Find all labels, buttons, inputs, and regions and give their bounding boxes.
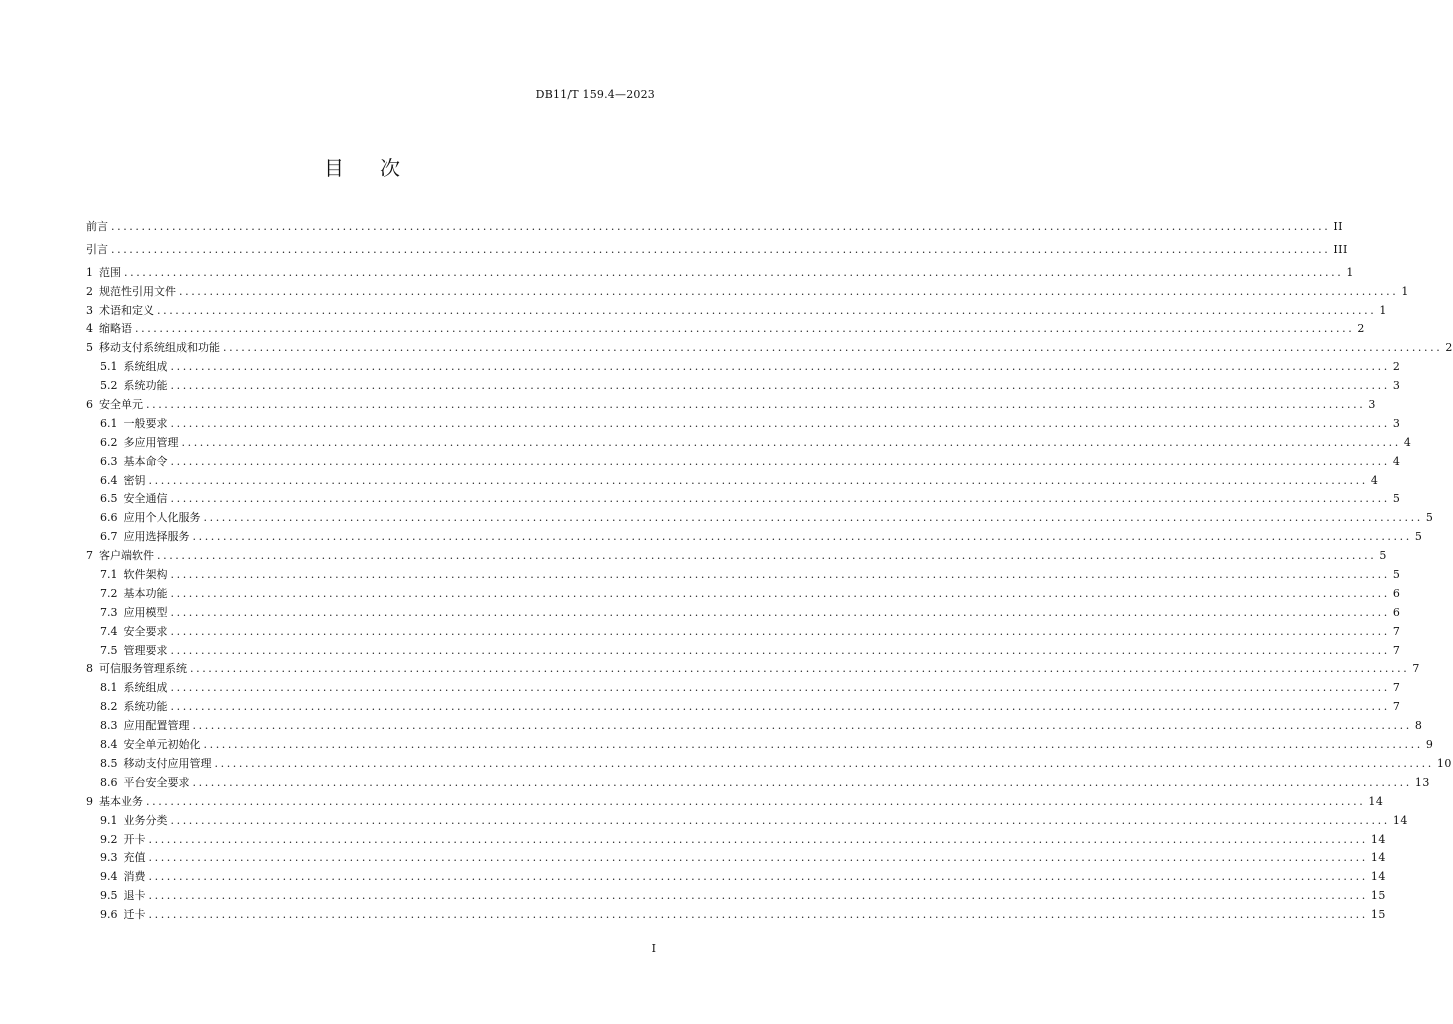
toc-entry-number: 7.3 bbox=[100, 605, 118, 619]
toc-entry[interactable] bbox=[86, 283, 1409, 302]
toc-entry-number: 8.1 bbox=[100, 681, 118, 695]
dot-leader: ........................................................................................................................................................................................................ bbox=[170, 586, 1390, 600]
toc-entry-page: 4 bbox=[1392, 454, 1401, 468]
toc-entry-label: 应用个人化服务 bbox=[123, 511, 201, 525]
toc-entry-number: 6.1 bbox=[100, 416, 118, 430]
toc-entry-label: 退卡 bbox=[123, 889, 146, 903]
toc-entry-page: 7 bbox=[1392, 624, 1401, 638]
toc-entry-label: 安全要求 bbox=[123, 624, 168, 638]
toc-entry-page: 5 bbox=[1392, 492, 1401, 506]
toc-subentry[interactable] bbox=[86, 755, 1452, 774]
toc-entry-label: 基本业务 bbox=[99, 794, 143, 808]
toc-entry-label: 软件架构 bbox=[123, 568, 168, 582]
toc-entry-page: 7 bbox=[1392, 681, 1401, 695]
table-of-contents bbox=[86, 218, 1453, 925]
toc-entry[interactable] bbox=[86, 339, 1453, 358]
toc-subentry[interactable] bbox=[86, 849, 1386, 868]
toc-entry-page: 14 bbox=[1370, 851, 1386, 865]
toc-entry-label: 消费 bbox=[123, 870, 146, 884]
toc-entry-number: 6.5 bbox=[100, 492, 118, 506]
dot-leader: ........................................................................................................................................................................................................ bbox=[190, 662, 1410, 676]
toc-entry-number: 4 bbox=[86, 322, 93, 336]
toc-entry[interactable] bbox=[86, 320, 1365, 339]
toc-entry-label: 系统组成 bbox=[123, 360, 168, 374]
toc-subentry[interactable] bbox=[86, 831, 1386, 850]
toc-entry-number: 7.4 bbox=[100, 624, 118, 638]
toc-entry-label: 开卡 bbox=[123, 832, 146, 846]
dot-leader: ........................................................................................................................................................................................................ bbox=[148, 908, 1368, 922]
dot-leader: ........................................................................................................................................................................................................ bbox=[170, 454, 1390, 468]
dot-leader: ........................................................................................................................................................................................................ bbox=[148, 870, 1368, 884]
toc-entry-label: 基本命令 bbox=[123, 454, 168, 468]
toc-entry-number: 6.6 bbox=[100, 511, 118, 525]
dot-leader: ........................................................................................................................................................................................................ bbox=[170, 643, 1390, 657]
toc-entry-label: 应用配置管理 bbox=[123, 719, 190, 733]
toc-subentry[interactable] bbox=[86, 528, 1423, 547]
dot-leader: ........................................................................................................................................................................................................ bbox=[111, 220, 1331, 233]
dot-leader: ........................................................................................................................................................................................................ bbox=[170, 379, 1390, 393]
dot-leader: ........................................................................................................................................................................................................ bbox=[170, 624, 1390, 638]
toc-entry-number: 9 bbox=[86, 794, 93, 808]
toc-entry-page: 5 bbox=[1414, 530, 1423, 544]
toc-entry-label: 基本功能 bbox=[123, 586, 168, 600]
toc-entry-number: 6 bbox=[86, 398, 93, 412]
toc-entry-label: 业务分类 bbox=[123, 813, 168, 827]
dot-leader: ........................................................................................................................................................................................................ bbox=[170, 605, 1390, 619]
title-char-2: 次 bbox=[380, 156, 400, 180]
toc-entry[interactable] bbox=[86, 396, 1376, 415]
toc-entry-number: 8 bbox=[86, 662, 93, 676]
toc-entry-number: 2 bbox=[86, 284, 93, 298]
toc-entry[interactable] bbox=[86, 547, 1387, 566]
toc-subentry[interactable] bbox=[86, 566, 1401, 585]
toc-entry-label: 缩略语 bbox=[99, 322, 132, 336]
dot-leader: ........................................................................................................................................................................................................ bbox=[170, 360, 1390, 374]
toc-subentry[interactable] bbox=[86, 623, 1401, 642]
toc-entry-page: II bbox=[1333, 220, 1344, 233]
toc-entry-label: 范围 bbox=[99, 265, 121, 279]
dot-leader: ........................................................................................................................................................................................................ bbox=[111, 242, 1331, 256]
toc-entry-label: 应用选择服务 bbox=[123, 530, 190, 544]
toc-entry-number: 6.3 bbox=[100, 454, 118, 468]
toc-entry-label: 前言 bbox=[86, 220, 108, 233]
toc-entry-label: 系统功能 bbox=[123, 700, 168, 714]
dot-leader: ........................................................................................................................................................................................................ bbox=[170, 700, 1390, 714]
toc-entry-number: 6.2 bbox=[100, 435, 118, 449]
document-id-header: DB11/T 159.4—2023 bbox=[535, 88, 655, 101]
toc-entry-page: 7 bbox=[1412, 662, 1420, 676]
toc-entry-number: 8.6 bbox=[100, 775, 118, 789]
toc-entry-page: 3 bbox=[1392, 416, 1401, 430]
dot-leader: ........................................................................................................................................................................................................ bbox=[192, 719, 1412, 733]
toc-entry-page: 10 bbox=[1436, 756, 1452, 770]
dot-leader: ........................................................................................................................................................................................................ bbox=[135, 322, 1355, 336]
toc-entry-label: 安全单元初始化 bbox=[123, 738, 201, 752]
toc-entry-page: 3 bbox=[1392, 379, 1401, 393]
toc-entry-label: 规范性引用文件 bbox=[99, 284, 176, 298]
toc-entry-number: 8.3 bbox=[100, 719, 118, 733]
toc-entry-page: 14 bbox=[1368, 794, 1384, 808]
toc-entry-label: 应用模型 bbox=[123, 605, 168, 619]
dot-leader: ........................................................................................................................................................................................................ bbox=[214, 756, 1434, 770]
toc-entry-label: 一般要求 bbox=[123, 416, 168, 430]
dot-leader: ........................................................................................................................................................................................................ bbox=[170, 416, 1390, 430]
toc-subentry[interactable] bbox=[86, 585, 1401, 604]
toc-entry-number: 7 bbox=[86, 549, 93, 563]
toc-entry-page: 3 bbox=[1368, 398, 1376, 412]
toc-subentry[interactable] bbox=[86, 717, 1423, 736]
toc-entry-page: 5 bbox=[1392, 568, 1401, 582]
toc-entry-label: 安全单元 bbox=[99, 398, 143, 412]
dot-leader: ........................................................................................................................................................................................................ bbox=[148, 851, 1368, 865]
toc-entry-number: 9.1 bbox=[100, 813, 118, 827]
dot-leader: ........................................................................................................................................................................................................ bbox=[148, 832, 1368, 846]
toc-entry[interactable] bbox=[86, 264, 1354, 283]
toc-subentry[interactable] bbox=[86, 509, 1434, 528]
toc-entry-page: 7 bbox=[1392, 643, 1401, 657]
toc-entry-number: 6.4 bbox=[100, 473, 118, 487]
toc-entry-page: 1 bbox=[1401, 284, 1409, 298]
dot-leader: ........................................................................................................................................................................................................ bbox=[223, 341, 1443, 355]
toc-entry-number: 9.2 bbox=[100, 832, 118, 846]
toc-entry-number: 9.3 bbox=[100, 851, 118, 865]
dot-leader: ........................................................................................................................................................................................................ bbox=[170, 681, 1390, 695]
dot-leader: ........................................................................................................................................................................................................ bbox=[192, 775, 1412, 789]
toc-subentry[interactable] bbox=[86, 736, 1434, 755]
toc-entry-page: 4 bbox=[1403, 435, 1412, 449]
toc-entry-label: 移动支付应用管理 bbox=[123, 756, 212, 770]
toc-entry-number: 9.6 bbox=[100, 908, 118, 922]
toc-entry-number: 7.2 bbox=[100, 586, 118, 600]
toc-entry[interactable] bbox=[86, 302, 1387, 321]
toc-entry[interactable] bbox=[86, 793, 1384, 812]
toc-subentry[interactable] bbox=[86, 415, 1401, 434]
toc-entry-page: 5 bbox=[1425, 511, 1434, 525]
toc-subentry[interactable] bbox=[86, 679, 1401, 698]
toc-entry-label: 充值 bbox=[123, 851, 146, 865]
toc-subentry[interactable] bbox=[86, 774, 1430, 793]
dot-leader: ........................................................................................................................................................................................................ bbox=[146, 794, 1366, 808]
toc-subentry[interactable] bbox=[86, 604, 1401, 623]
toc-entry-page: 15 bbox=[1370, 889, 1386, 903]
dot-leader: ........................................................................................................................................................................................................ bbox=[170, 813, 1390, 827]
toc-entry-page: 7 bbox=[1392, 700, 1401, 714]
toc-entry-label: 客户端软件 bbox=[99, 549, 154, 563]
toc-entry-page: 4 bbox=[1370, 473, 1379, 487]
toc-entry-label: 密钥 bbox=[123, 473, 146, 487]
footer-page-number: I bbox=[651, 942, 656, 955]
toc-entry-number: 7.1 bbox=[100, 568, 118, 582]
toc-subentry[interactable] bbox=[86, 906, 1386, 925]
toc-entry-page: 15 bbox=[1370, 908, 1386, 922]
toc-entry-page: 1 bbox=[1346, 265, 1354, 279]
toc-entry[interactable] bbox=[86, 218, 1344, 237]
dot-leader: ........................................................................................................................................................................................................ bbox=[157, 303, 1377, 317]
toc-entry-label: 术语和定义 bbox=[99, 303, 154, 317]
toc-entry-page: 14 bbox=[1370, 870, 1386, 884]
toc-subentry[interactable] bbox=[86, 868, 1386, 887]
dot-leader: ........................................................................................................................................................................................................ bbox=[170, 492, 1390, 506]
toc-entry-number: 8.4 bbox=[100, 738, 118, 752]
page-title bbox=[0, 152, 724, 181]
toc-entry-label: 安全通信 bbox=[123, 492, 168, 506]
dot-leader: ........................................................................................................................................................................................................ bbox=[181, 435, 1401, 449]
toc-subentry[interactable] bbox=[86, 377, 1401, 396]
toc-subentry[interactable] bbox=[86, 472, 1379, 491]
toc-subentry[interactable] bbox=[86, 887, 1386, 906]
dot-leader: ........................................................................................................................................................................................................ bbox=[170, 568, 1390, 582]
toc-entry-page: III bbox=[1333, 242, 1348, 256]
toc-entry-number: 8.2 bbox=[100, 700, 118, 714]
dot-leader: ........................................................................................................................................................................................................ bbox=[203, 511, 1423, 525]
toc-subentry[interactable] bbox=[86, 434, 1412, 453]
toc-entry-number: 5.2 bbox=[100, 379, 118, 393]
toc-subentry[interactable] bbox=[86, 358, 1401, 377]
toc-entry[interactable] bbox=[86, 660, 1420, 679]
toc-entry-page: 5 bbox=[1379, 549, 1387, 563]
title-char-1: 目 bbox=[324, 156, 344, 180]
toc-subentry[interactable] bbox=[86, 453, 1401, 472]
toc-entry-label: 管理要求 bbox=[123, 643, 168, 657]
dot-leader: ........................................................................................................................................................................................................ bbox=[148, 889, 1368, 903]
dot-leader: ........................................................................................................................................................................................................ bbox=[192, 530, 1412, 544]
toc-entry-number: 5.1 bbox=[100, 360, 118, 374]
dot-leader: ........................................................................................................................................................................................................ bbox=[148, 473, 1368, 487]
toc-subentry[interactable] bbox=[86, 490, 1401, 509]
toc-entry-label: 迁卡 bbox=[123, 908, 146, 922]
toc-entry-number: 7.5 bbox=[100, 643, 118, 657]
toc-entry-number: 5 bbox=[86, 341, 93, 355]
toc-entry-number: 8.5 bbox=[100, 756, 118, 770]
toc-subentry[interactable] bbox=[86, 812, 1408, 831]
toc-entry-page: 14 bbox=[1370, 832, 1386, 846]
toc-entry-page: 14 bbox=[1392, 813, 1408, 827]
toc-entry-label: 平台安全要求 bbox=[123, 775, 190, 789]
toc-entry-label: 系统功能 bbox=[123, 379, 168, 393]
toc-entry-label: 多应用管理 bbox=[123, 435, 179, 449]
toc-entry-number: 9.4 bbox=[100, 870, 118, 884]
toc-entry-page: 6 bbox=[1392, 586, 1401, 600]
toc-entry-label: 可信服务管理系统 bbox=[99, 662, 187, 676]
toc-entry-number: 6.7 bbox=[100, 530, 118, 544]
toc-entry-label: 引言 bbox=[86, 242, 108, 256]
toc-entry-page: 13 bbox=[1414, 775, 1430, 789]
dot-leader: ........................................................................................................................................................................................................ bbox=[146, 398, 1366, 412]
dot-leader: ........................................................................................................................................................................................................ bbox=[124, 265, 1344, 279]
toc-subentry[interactable] bbox=[86, 642, 1401, 661]
toc-entry-label: 系统组成 bbox=[123, 681, 168, 695]
toc-entry-page: 6 bbox=[1392, 605, 1401, 619]
toc-entry-page: 2 bbox=[1392, 360, 1401, 374]
toc-subentry[interactable] bbox=[86, 698, 1401, 717]
toc-entry[interactable] bbox=[86, 241, 1348, 260]
toc-entry-label: 移动支付系统组成和功能 bbox=[99, 341, 220, 355]
toc-entry-page: 9 bbox=[1425, 738, 1434, 752]
toc-entry-page: 2 bbox=[1445, 341, 1453, 355]
toc-entry-page: 2 bbox=[1357, 322, 1365, 336]
toc-entry-number: 1 bbox=[86, 265, 93, 279]
toc-entry-page: 8 bbox=[1414, 719, 1423, 733]
toc-entry-number: 3 bbox=[86, 303, 93, 317]
toc-entry-number: 9.5 bbox=[100, 889, 118, 903]
dot-leader: ........................................................................................................................................................................................................ bbox=[157, 549, 1377, 563]
dot-leader: ........................................................................................................................................................................................................ bbox=[179, 284, 1399, 298]
dot-leader: ........................................................................................................................................................................................................ bbox=[203, 738, 1423, 752]
toc-entry-page: 1 bbox=[1379, 303, 1387, 317]
